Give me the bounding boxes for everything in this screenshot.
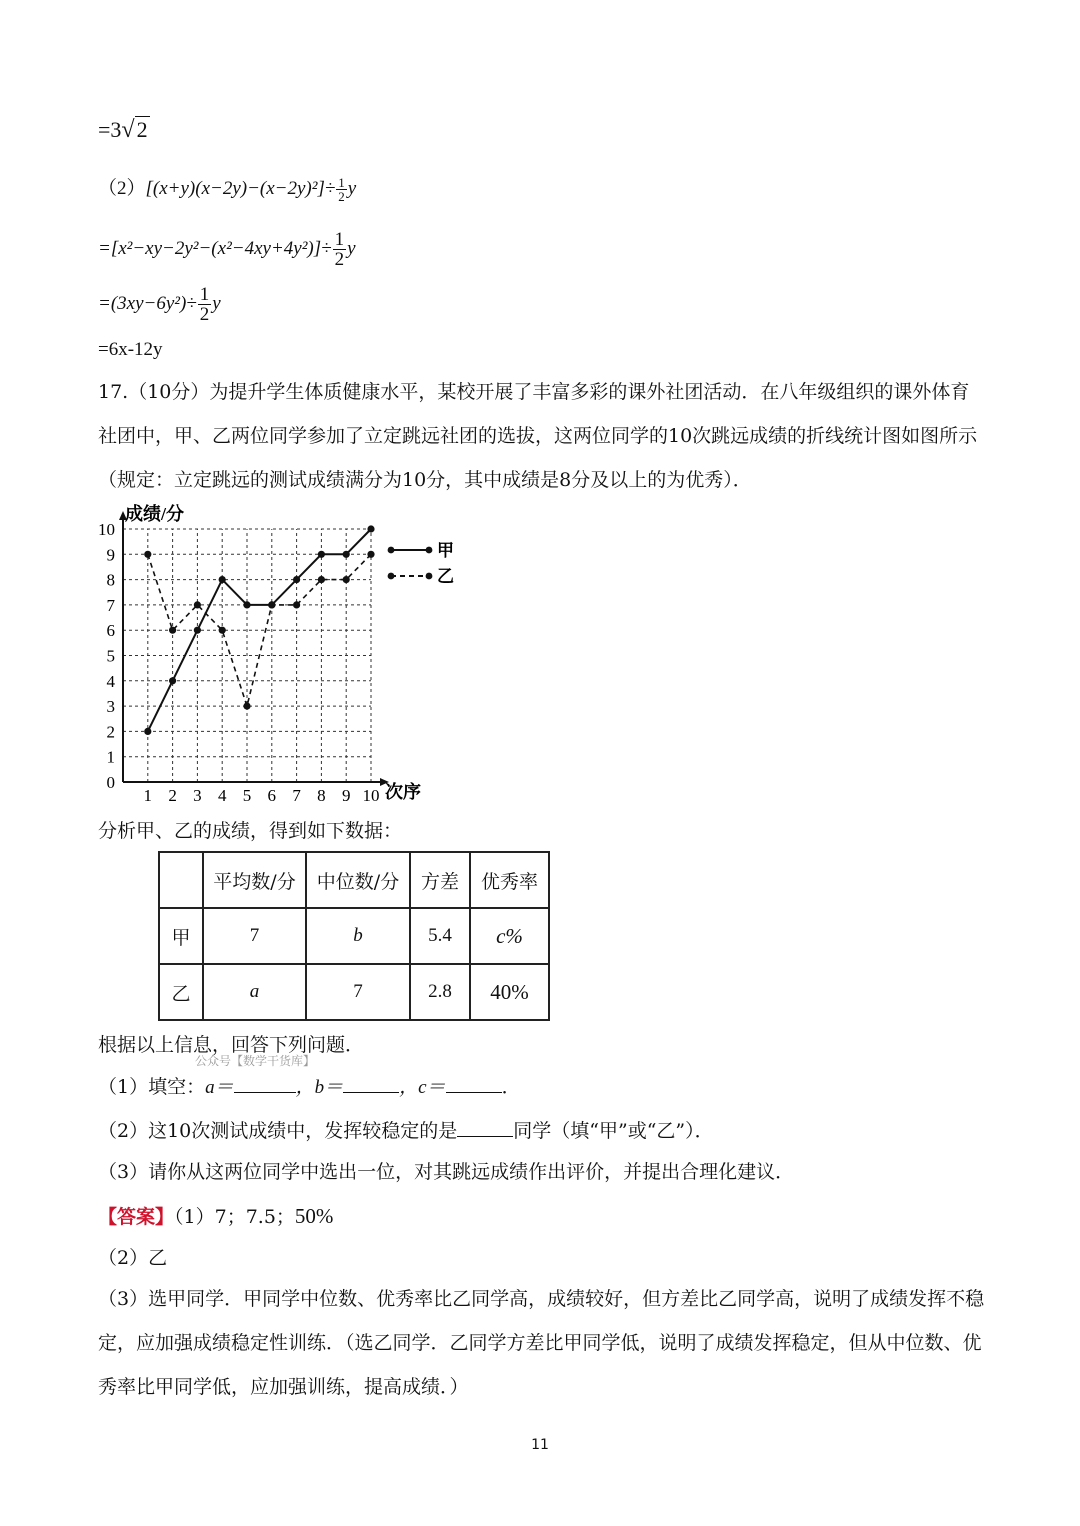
- x-tick-label: 3: [193, 786, 202, 805]
- chart-legend: [388, 541, 454, 586]
- data-point: [169, 627, 176, 634]
- calc-step-1: [98, 230, 356, 269]
- legend-marker: [426, 573, 433, 580]
- data-point: [367, 525, 374, 532]
- calc-result-prefix: =3: [98, 117, 122, 142]
- y-tick-label: 8: [106, 570, 115, 590]
- table-header-cell: 方差: [410, 852, 470, 908]
- series-line: [148, 529, 371, 731]
- table-cell: 7: [306, 964, 410, 1020]
- series-line: [148, 554, 371, 706]
- q2-after: 同学（填“甲”或“乙”）．: [513, 1120, 714, 1142]
- data-point: [219, 627, 226, 634]
- table-cell: 5.4: [410, 908, 470, 964]
- chart-xlabel: 次序: [385, 782, 421, 802]
- q1-end: ．: [501, 1076, 521, 1098]
- x-tick-label: 9: [341, 786, 351, 805]
- table-header-cell: [159, 852, 203, 908]
- analysis-intro: 分析甲、乙的成绩，得到如下数据：: [98, 820, 403, 842]
- calc-step-1-expr: =[x²−xy−2y²−(x²−4xy+4y²)]÷: [98, 237, 332, 259]
- calc-result-line: [98, 118, 150, 142]
- fraction-half: $\frac{1}{2}$: [338, 175, 345, 204]
- table-cell: 2.8: [410, 964, 470, 1020]
- q1-label: （1）填空：: [98, 1076, 206, 1098]
- table-header-cell: 中位数/分: [306, 852, 410, 908]
- table-header-cell: 平均数/分: [203, 852, 306, 908]
- answer-3: （3）选甲同学．甲同学中位数、优秀率比乙同学高，成绩较好，但方差比乙同学高，说明了成绩发挥不稳定，应加强成绩稳定性训练．（选乙同学．乙同学方差比甲同学低，说明了成绩发挥稳定，但从中位数、优秀率比甲同学低，应加强训练，提高成绩．）: [98, 1288, 985, 1398]
- calc-step-2: [98, 285, 221, 324]
- table-cell: c%: [470, 908, 549, 964]
- data-point: [293, 576, 300, 583]
- q2-blank: [457, 1136, 513, 1137]
- data-point: [268, 601, 275, 608]
- calc-step-0: [98, 176, 356, 203]
- data-point: [343, 576, 350, 583]
- x-tick-label: 1: [143, 786, 153, 805]
- x-tick-label: 10: [362, 786, 380, 805]
- x-tick-label: 2: [168, 786, 177, 805]
- q1-c-blank: [446, 1092, 502, 1093]
- questions-intro: 根据以上信息，回答下列问题．: [98, 1034, 365, 1056]
- answer-1-text: （1）7；7.5；: [174, 1206, 295, 1228]
- x-tick-label: 6: [267, 786, 277, 805]
- var-y: y: [212, 292, 221, 314]
- page-number: 11: [531, 1437, 549, 1453]
- chart-series: [148, 529, 371, 731]
- calc-step-3: =6x-12y: [98, 339, 163, 360]
- x-tick-label: 7: [292, 786, 301, 805]
- chart-ticks: [98, 520, 380, 805]
- var-y: y: [347, 237, 356, 259]
- chart-grid: [123, 529, 371, 782]
- calc-part2-label: （2）: [98, 177, 146, 199]
- question-1: [98, 1078, 521, 1097]
- legend-marker: [388, 547, 395, 554]
- data-point: [293, 601, 300, 608]
- x-tick-label: 5: [242, 786, 252, 805]
- problem-statement: 17.（10分）为提升学生体质健康水平，某校开展了丰富多彩的课外社团活动．在八年级组织的课外体育社团中，甲、乙两位同学参加了立定跳远社团的选拔，这两位同学的10次跳远成绩的折线统计图如图所示（规定：立定跳远的测试成绩满分为10分，其中成绩是8分及以上的为优秀）．: [98, 381, 978, 491]
- table-cell: 7: [203, 908, 306, 964]
- line-chart: [95, 498, 475, 808]
- q1-b-blank: [343, 1092, 399, 1093]
- q1-a-blank: [234, 1092, 296, 1093]
- data-point: [243, 703, 250, 710]
- data-point: [144, 728, 151, 735]
- y-tick-label: 6: [106, 621, 115, 641]
- q1-c-label: ，c＝: [399, 1077, 446, 1098]
- y-tick-label: 4: [106, 671, 115, 691]
- data-point: [343, 551, 350, 558]
- calc-step-2-expr: =(3xy−6y²)÷: [98, 292, 197, 314]
- sqrt-radical: √: [121, 117, 135, 143]
- fraction-half: $\frac{1}{2}$: [334, 229, 345, 270]
- data-point: [367, 551, 374, 558]
- fraction-half: $\frac{1}{2}$: [199, 284, 210, 325]
- var-y: y: [347, 177, 357, 199]
- table-cell: b: [306, 908, 410, 964]
- legend-marker: [388, 573, 395, 580]
- data-point: [144, 551, 151, 558]
- data-point: [318, 551, 325, 558]
- table-cell: 乙: [159, 964, 203, 1020]
- question-3: （3）请你从这两位同学中选出一位，对其跳远成绩作出评价，并提出合理化建议．: [98, 1161, 795, 1183]
- data-point: [318, 576, 325, 583]
- table-header-row: [159, 852, 549, 908]
- sqrt-radicand: 2: [136, 117, 148, 142]
- question-2: [98, 1122, 714, 1141]
- y-tick-label: 9: [106, 545, 115, 565]
- y-tick-label: 10: [98, 520, 115, 539]
- table-cell: a: [203, 964, 306, 1020]
- data-point: [219, 576, 226, 583]
- data-point: [169, 677, 176, 684]
- chart-ylabel: 成绩/分: [125, 504, 185, 524]
- data-point: [243, 601, 250, 608]
- answer-tag: 【答案】: [98, 1206, 175, 1228]
- table-cell: 甲: [159, 908, 203, 964]
- table-row: [159, 964, 549, 1020]
- legend-marker: [426, 547, 433, 554]
- y-tick-label: 0: [106, 773, 115, 792]
- x-tick-label: 4: [217, 786, 227, 805]
- answer-1-rate: 50%: [294, 1204, 334, 1228]
- data-point: [194, 601, 201, 608]
- table-cell: 40%: [470, 964, 549, 1020]
- watermark: 公众号【数学干货库】: [195, 1054, 316, 1068]
- q1-a-label: a＝: [205, 1077, 234, 1098]
- y-tick-label: 2: [106, 722, 115, 742]
- y-tick-label: 7: [106, 595, 115, 615]
- y-tick-label: 3: [106, 697, 115, 717]
- answer-1: [98, 1206, 333, 1227]
- y-tick-label: 5: [106, 646, 115, 666]
- answer-2: （2）乙: [98, 1247, 168, 1269]
- stats-table: [158, 851, 550, 1021]
- q1-b-label: ，b＝: [295, 1077, 344, 1098]
- table-row: [159, 908, 549, 964]
- legend-label: 甲: [437, 541, 454, 560]
- legend-label: 乙: [437, 567, 454, 586]
- x-tick-label: 8: [317, 786, 326, 805]
- table-header-cell: 优秀率: [470, 852, 549, 908]
- calc-step-0-expr: [(x+y)(x−2y)−(x−2y)²]÷: [145, 177, 336, 199]
- y-tick-label: 1: [106, 747, 115, 767]
- q2-before: （2）这10次测试成绩中，发挥较稳定的是: [98, 1120, 458, 1142]
- data-point: [194, 627, 201, 634]
